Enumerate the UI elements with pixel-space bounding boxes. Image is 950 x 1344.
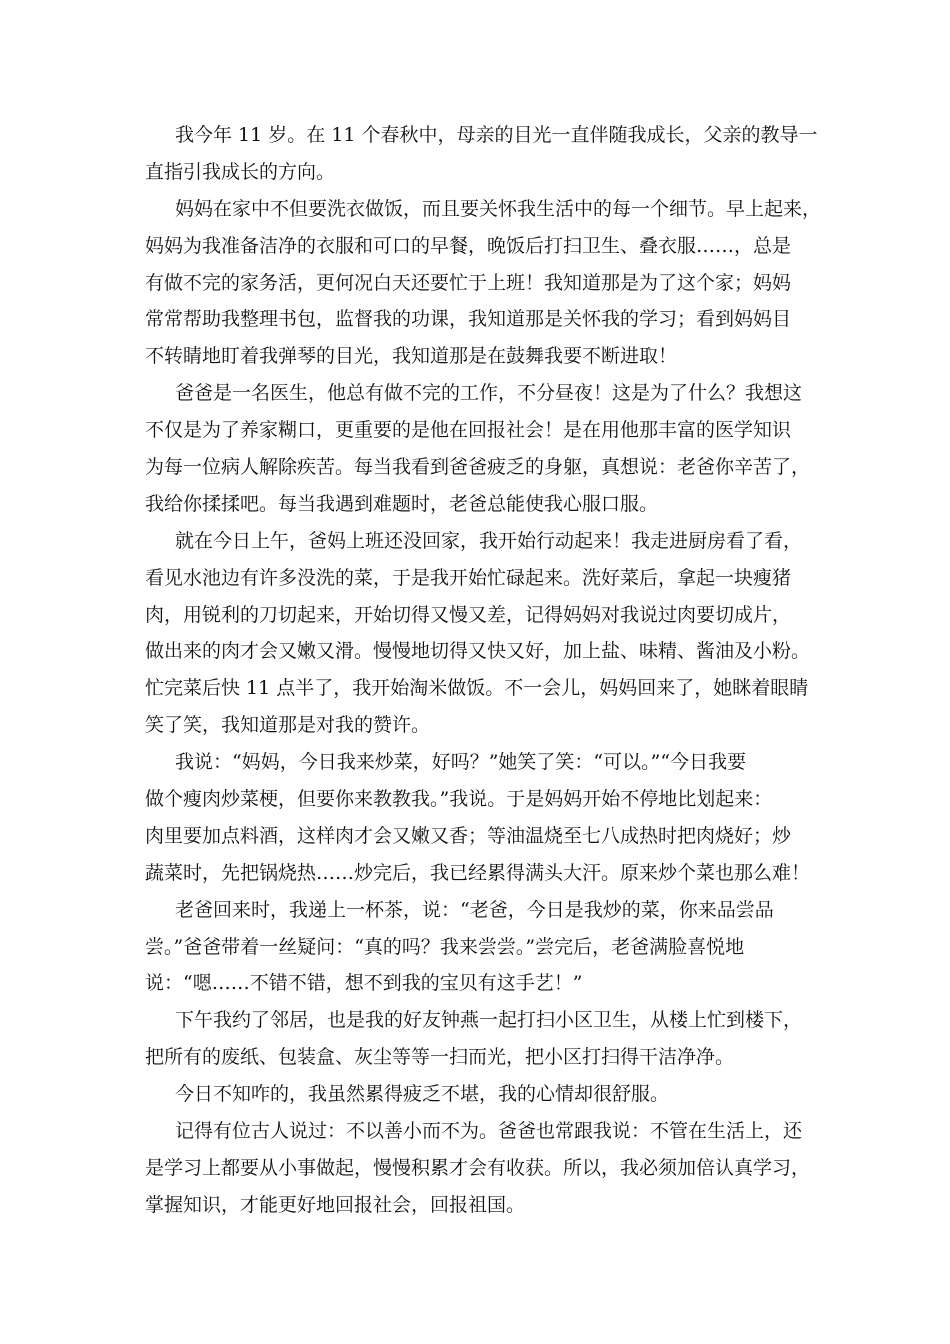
- essay-body: [145, 117, 822, 1224]
- text-line: 肉里要加点料酒，这样肉才会又嫩又香；等油温烧至七八成热时把肉烧好；炒: [145, 824, 792, 847]
- text-line: 不转睛地盯着我弹琴的目光，我知道那是在鼓舞我要不断进取！: [145, 345, 678, 368]
- text-line: 不仅是为了养家糊口，更重要的是他在回报社会！是在用他那丰富的医学知识: [145, 419, 792, 442]
- text-line: 做个瘦肉炒菜梗，但要你来教教我。”我说。于是妈妈开始不停地比划起来：: [145, 788, 773, 811]
- text-line: 老爸回来时，我递上一杯茶，说：“老爸，今日是我炒的菜，你来品尝品: [175, 898, 774, 921]
- text-line: 忙完菜后快 11 点半了，我开始淘米做饭。不一会儿，妈妈回来了，她眯着眼睛: [145, 677, 809, 700]
- text-line: 直指引我成长的方向。: [145, 160, 336, 183]
- text-line: 爸爸是一名医生，他总有做不完的工作，不分昼夜！这是为了什么？我想这: [175, 382, 803, 405]
- text-line: 妈妈在家中不但要洗衣做饭，而且要关怀我生活中的每一个细节。早上起来，: [175, 197, 822, 220]
- text-line: 就在今日上午，爸妈上班还没回家，我开始行动起来！我走进厨房看了看，: [175, 529, 803, 552]
- text-line: 尝。”爸爸带着一丝疑问：“真的吗？我来尝尝。”尝完后，老爸满脸喜悦地: [145, 935, 745, 958]
- text-line: 妈妈为我准备洁净的衣服和可口的早餐，晚饭后打扫卫生、叠衣服……，总是: [145, 234, 792, 257]
- text-line: 看见水池边有许多没洗的菜，于是我开始忙碌起来。洗好菜后，拿起一块瘦猪: [145, 566, 792, 589]
- text-line: 笑了笑，我知道那是对我的赞许。: [145, 714, 431, 737]
- text-line: 我说：“妈妈，今日我来炒菜，好吗？”她笑了笑：“可以。”“今日我要: [175, 751, 747, 774]
- text-line: 说：“嗯……不错不错，想不到我的宝贝有这手艺！”: [145, 972, 583, 995]
- text-line: 下午我约了邻居，也是我的好友钟燕一起打扫小区卫生，从楼上忙到楼下，: [175, 1009, 803, 1032]
- text-line: 记得有位古人说过：不以善小而不为。爸爸也常跟我说：不管在生活上，还: [175, 1120, 803, 1143]
- text-line: 我给你揉揉吧。每当我遇到难题时，老爸总能使我心服口服。: [145, 492, 659, 515]
- text-line: 肉，用锐利的刀切起来，开始切得又慢又差，记得妈妈对我说过肉要切成片，: [145, 603, 792, 626]
- text-line: 今日不知咋的，我虽然累得疲乏不堪，我的心情却很舒服。: [175, 1083, 670, 1106]
- text-line: 是学习上都要从小事做起，慢慢积累才会有收获。所以，我必须加倍认真学习，: [145, 1156, 811, 1179]
- text-line: 蔬菜时，先把锅烧热……炒完后，我已经累得满头大汗。原来炒个菜也那么难！: [145, 861, 811, 884]
- text-line: 我今年 11 岁。在 11 个春秋中，母亲的目光一直伴随我成长，父亲的教导一: [175, 124, 818, 146]
- text-line: 常常帮助我整理书包，监督我的功课，我知道那是关怀我的学习；看到妈妈目: [145, 308, 792, 331]
- text-line: 做出来的肉才会又嫩又滑。慢慢地切得又快又好，加上盐、味精、酱油及小粉。: [145, 640, 811, 663]
- text-line: 为每一位病人解除疾苦。每当我看到爸爸疲乏的身躯，真想说：老爸你辛苦了，: [145, 456, 811, 479]
- text-line: 把所有的废纸、包装盒、灰尘等等一扫而光，把小区打扫得干洁净净。: [145, 1046, 735, 1069]
- text-line: 掌握知识，才能更好地回报社会，回报祖国。: [145, 1193, 526, 1216]
- text-line: 有做不完的家务活，更何况白天还要忙于上班！我知道那是为了这个家；妈妈: [145, 271, 792, 294]
